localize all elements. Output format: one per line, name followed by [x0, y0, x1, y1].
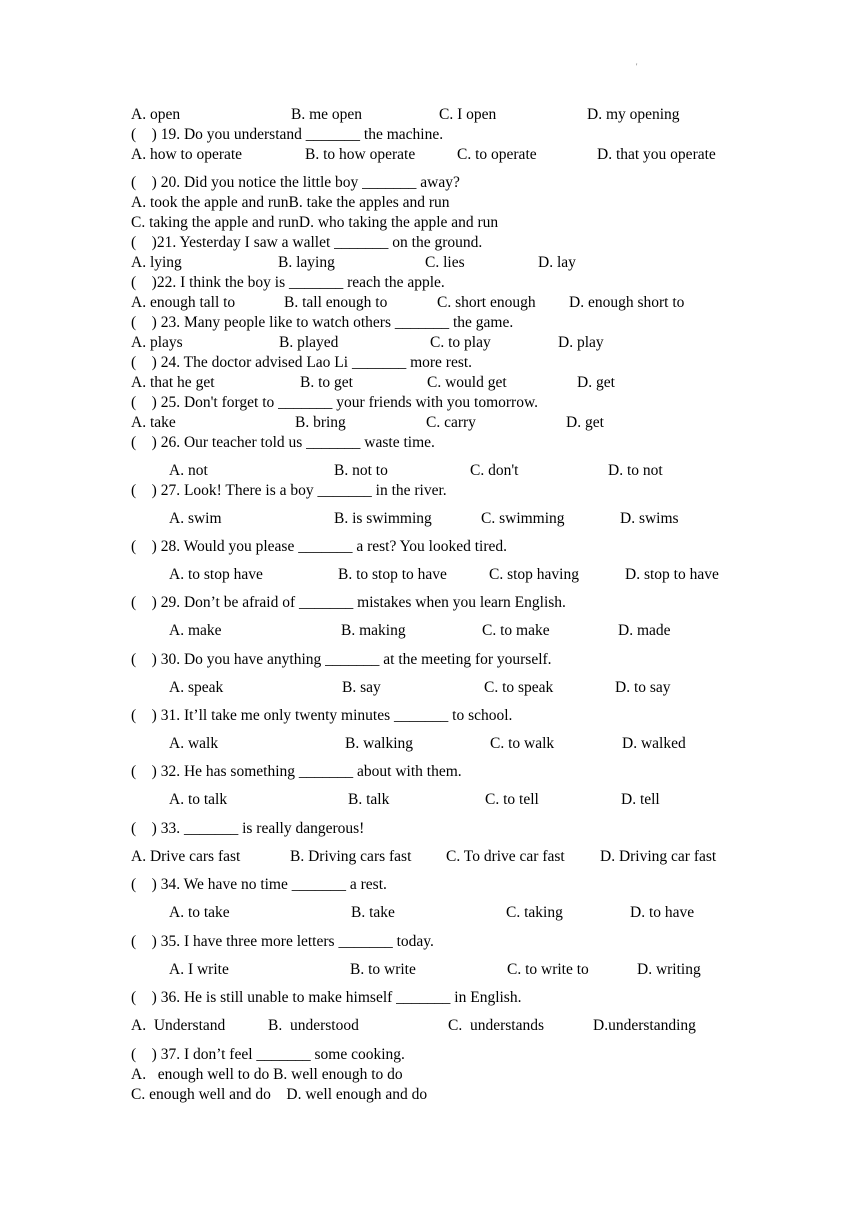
answer-option: C. would get	[427, 374, 507, 391]
answer-option: D. walked	[622, 735, 686, 752]
answer-option: A. plays	[131, 334, 183, 351]
answer-option: C. lies	[425, 254, 465, 271]
answer-option: B. walking	[345, 735, 414, 752]
question-line: ( ) 33. _______ is really dangerous!	[131, 820, 365, 837]
answer-option: D. lay	[538, 254, 576, 271]
question-line: ( ) 27. Look! There is a boy _______ in the river.	[131, 482, 447, 499]
answer-option: D.understanding	[593, 1017, 696, 1034]
answer-option: B. laying	[278, 254, 335, 271]
answer-option: C. to speak	[484, 679, 554, 696]
answer-option: B. understood	[268, 1017, 359, 1034]
answer-option: A. Understand	[131, 1017, 226, 1034]
answer-option: C. short enough	[437, 294, 536, 311]
question-line: ( ) 26. Our teacher told us _______ waste time.	[131, 434, 435, 451]
answer-option: D. play	[558, 334, 604, 351]
answer-option: C. stop having	[489, 566, 579, 583]
options-line: A. took the apple and runB. take the apples and run	[131, 194, 450, 211]
answer-option: A. to talk	[169, 791, 228, 808]
question-line: ( ) 28. Would you please _______ a rest? You looked tired.	[131, 538, 508, 555]
answer-option: B. not to	[334, 462, 388, 479]
question-line: ( ) 19. Do you understand _______ the machine.	[131, 126, 444, 143]
question-line: ( )22. I think the boy is _______ reach the apple.	[131, 274, 445, 291]
answer-option: B. to how operate	[305, 146, 416, 163]
answer-option: D. get	[566, 414, 604, 431]
answer-option: D. to say	[615, 679, 671, 696]
question-line: ( ) 23. Many people like to watch others _______ the game.	[131, 314, 514, 331]
answer-option: A. to take	[169, 904, 230, 921]
question-line: ( ) 29. Don’t be afraid of _______ mistakes when you learn English.	[131, 594, 566, 611]
answer-option: B. to write	[350, 961, 416, 978]
answer-option: D. swims	[620, 510, 679, 527]
question-line: ( ) 35. I have three more letters _______ today.	[131, 933, 434, 950]
answer-option: B. to get	[300, 374, 353, 391]
answer-option: D. Driving car fast	[600, 848, 717, 865]
answer-option: D. my opening	[587, 106, 680, 123]
answer-option: C. to operate	[457, 146, 537, 163]
answer-option: C. don't	[470, 462, 519, 479]
answer-option: B. Driving cars fast	[290, 848, 412, 865]
answer-option: A. make	[169, 622, 222, 639]
question-line: ( ) 20. Did you notice the little boy _______ away?	[131, 174, 460, 191]
answer-option: B. making	[341, 622, 406, 639]
answer-option: C. to write to	[507, 961, 589, 978]
question-line: ( ) 34. We have no time _______ a rest.	[131, 876, 387, 893]
answer-option: B. tall enough to	[284, 294, 388, 311]
answer-option: A. open	[131, 106, 181, 123]
answer-option: C. understands	[448, 1017, 545, 1034]
header-mark: '	[636, 62, 638, 71]
answer-option: B. take	[351, 904, 395, 921]
answer-option: C. To drive car fast	[446, 848, 565, 865]
question-line: ( ) 32. He has something _______ about with them.	[131, 763, 462, 780]
options-line: A. enough well to do B. well enough to do	[131, 1066, 403, 1083]
answer-option: C. to tell	[485, 791, 539, 808]
answer-option: D. stop to have	[625, 566, 719, 583]
answer-option: C. to walk	[490, 735, 555, 752]
answer-option: C. carry	[426, 414, 476, 431]
answer-option: D. to have	[630, 904, 695, 921]
answer-option: A. to stop have	[169, 566, 263, 583]
answer-option: D. to not	[608, 462, 663, 479]
answer-option: B. say	[342, 679, 381, 696]
answer-option: D. get	[577, 374, 615, 391]
question-line: ( ) 30. Do you have anything _______ at the meeting for yourself.	[131, 651, 552, 668]
answer-option: A. swim	[169, 510, 222, 527]
answer-option: D. made	[618, 622, 671, 639]
answer-option: A. take	[131, 414, 176, 431]
answer-option: A. that he get	[131, 374, 215, 391]
options-line: C. taking the apple and runD. who taking the apple and run	[131, 214, 499, 231]
answer-option: D. tell	[621, 791, 660, 808]
answer-option: B. is swimming	[334, 510, 432, 527]
answer-option: A. how to operate	[131, 146, 243, 163]
options-line: C. enough well and do D. well enough and do	[131, 1086, 428, 1103]
answer-option: C. swimming	[481, 510, 565, 527]
answer-option: C. taking	[506, 904, 563, 921]
question-line: ( ) 37. I don’t feel _______ some cooking.	[131, 1046, 405, 1063]
answer-option: A. enough tall to	[131, 294, 236, 311]
question-line: ( ) 31. It’ll take me only twenty minutes _______ to school.	[131, 707, 513, 724]
answer-option: D. writing	[637, 961, 701, 978]
answer-option: D. enough short to	[569, 294, 685, 311]
answer-option: B. bring	[295, 414, 346, 431]
answer-option: C. I open	[439, 106, 497, 123]
answer-option: D. that you operate	[597, 146, 716, 163]
answer-option: A. not	[169, 462, 208, 479]
answer-option: C. to play	[430, 334, 491, 351]
question-line: ( ) 36. He is still unable to make himself _______ in English.	[131, 989, 522, 1006]
answer-option: A. walk	[169, 735, 219, 752]
answer-option: B. played	[279, 334, 339, 351]
answer-option: A. Drive cars fast	[131, 848, 241, 865]
answer-option: B. to stop to have	[338, 566, 447, 583]
answer-option: B. talk	[348, 791, 390, 808]
answer-option: A. speak	[169, 679, 224, 696]
question-line: ( ) 25. Don't forget to _______ your friends with you tomorrow.	[131, 394, 539, 411]
answer-option: A. I write	[169, 961, 229, 978]
answer-option: A. lying	[131, 254, 182, 271]
answer-option: B. me open	[291, 106, 363, 123]
question-line: ( )21. Yesterday I saw a wallet _______ on the ground.	[131, 234, 483, 251]
answer-option: C. to make	[482, 622, 550, 639]
question-line: ( ) 24. The doctor advised Lao Li _______ more rest.	[131, 354, 473, 371]
